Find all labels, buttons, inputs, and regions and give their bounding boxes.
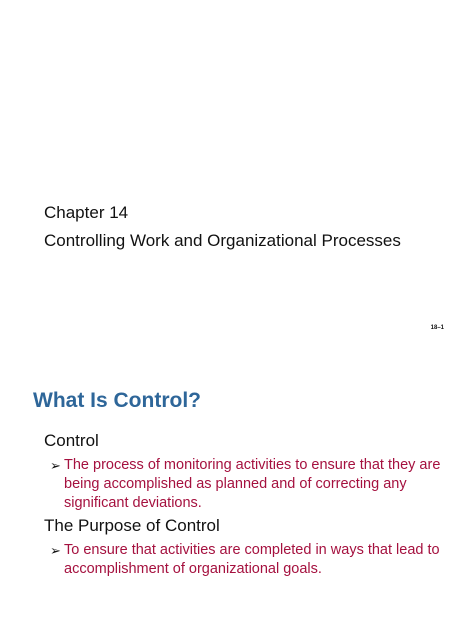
arrow-bullet-icon: ➢ [50,458,61,473]
content-slide [0,357,474,632]
term-control: Control [44,431,99,450]
term-purpose-of-control: The Purpose of Control [44,516,220,535]
definition-text: To ensure that activities are completed in ways that lead to accomplishment of organizational goals. [64,542,440,577]
definition-purpose-of-control [50,541,470,579]
definition-text: The process of monitoring activities to ensure that they are being accomplished as planned and of correcting any significant deviations. [64,457,441,511]
definition-control [50,456,470,513]
chapter-number: Chapter 14 [44,203,129,222]
slide-heading: What Is Control? [33,389,201,412]
slide-number: 18–1 [430,325,444,331]
chapter-title: Controlling Work and Organizational Processes [44,231,401,250]
arrow-bullet-icon: ➢ [50,543,61,558]
